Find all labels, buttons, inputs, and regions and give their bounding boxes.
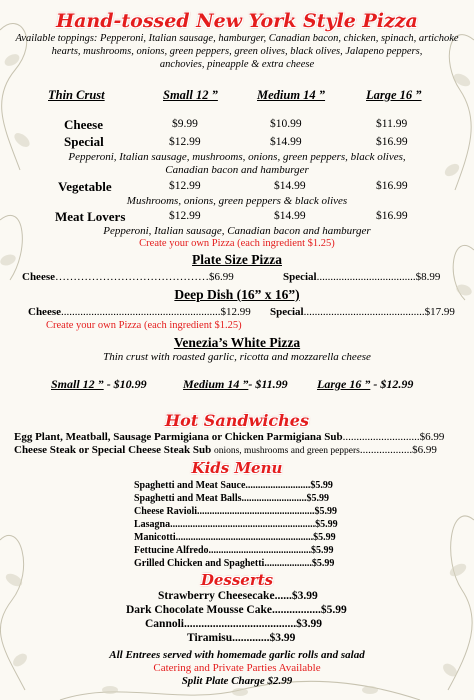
kids-item-name: Grilled Chicken and Spaghetti xyxy=(134,558,265,569)
split-plate-charge: Split Plate Charge $2.99 xyxy=(181,675,293,687)
menu-title: Hand-tossed New York Style Pizza xyxy=(56,10,418,32)
dessert-item xyxy=(187,632,295,644)
venezia-medium xyxy=(183,377,288,392)
plate-cheese-price: $6.99 xyxy=(209,271,234,283)
leader-dots: ............................................... xyxy=(197,506,315,517)
leader-dots: ............................................ xyxy=(303,306,425,318)
kids-item-name: Manicotti xyxy=(134,532,176,543)
toppings-line-3: anchovies, pineapple & extra cheese xyxy=(159,59,315,70)
thin-crust-header: Thin Crust xyxy=(48,88,105,102)
dessert-price: $3.99 xyxy=(269,632,296,644)
sandwich-name: Cheese Steak or Special Cheese Steak Sub xyxy=(14,444,212,456)
sandwich-name: Egg Plant, Meatball, Sausage Parmigiana or Chicken Parmigiana Sub xyxy=(14,431,343,443)
pizza-price-small: $12.99 xyxy=(169,210,201,222)
dessert-price: $3.99 xyxy=(296,618,322,630)
small-size-header: Small 12 ” xyxy=(163,88,218,102)
desserts-title: Desserts xyxy=(200,571,274,589)
dessert-item xyxy=(145,618,322,630)
plate-special-price: $8.99 xyxy=(415,271,441,283)
hot-sandwiches-title: Hot Sandwiches xyxy=(165,411,309,430)
size-price: - $10.99 xyxy=(106,377,147,391)
sandwich-line xyxy=(14,444,437,456)
kids-item-price: $5.99 xyxy=(311,558,335,569)
pizza-price-large: $16.99 xyxy=(376,210,408,222)
pizza-description: Canadian bacon and hamburger xyxy=(165,164,309,176)
deep-cheese-price: $12.99 xyxy=(220,306,251,318)
leader-dots: .......................... xyxy=(245,480,311,491)
entrees-note: All Entrees served with homemade garlic rolls and salad xyxy=(109,649,365,661)
plate-cheese-line xyxy=(22,271,234,283)
plate-special-line xyxy=(283,271,440,283)
pizza-price-medium: $14.99 xyxy=(270,136,302,148)
kids-item-price: $5.99 xyxy=(313,532,336,543)
kids-item-name: Lasagna xyxy=(134,519,171,530)
size-label: Small 12 ” xyxy=(51,377,104,391)
kids-item xyxy=(134,532,336,543)
dessert-price: $3.99 xyxy=(291,590,318,602)
size-price: - $12.99 xyxy=(373,377,414,391)
kids-item xyxy=(134,506,337,517)
plate-cheese-label: Cheese xyxy=(22,271,55,283)
dessert-name: Strawberry Cheesecake xyxy=(158,590,275,602)
sandwich-price: $6.99 xyxy=(419,431,445,443)
kids-item xyxy=(134,558,334,569)
kids-item xyxy=(134,519,338,530)
kids-item-name: Cheese Ravioli xyxy=(134,506,198,517)
leader-dots: ....................................... xyxy=(184,618,297,630)
dessert-price: $5.99 xyxy=(320,604,347,616)
medium-size-header: Medium 14 ” xyxy=(257,88,326,102)
kids-item-price: $5.99 xyxy=(310,480,333,491)
sandwich-price: $6.99 xyxy=(412,444,437,456)
deep-dish-title: Deep Dish (16” x 16”) xyxy=(174,287,300,302)
kids-item-name: Spaghetti and Meat Sauce xyxy=(134,480,246,491)
sandwich-extra: onions, mushrooms and green peppers xyxy=(213,446,360,456)
kids-item-name: Spaghetti and Meat Balls xyxy=(134,493,242,504)
leader-dots: .................................... xyxy=(316,271,416,283)
kids-item xyxy=(134,545,334,556)
leader-dots: ............. xyxy=(232,632,270,644)
pizza-name: Special xyxy=(64,134,104,149)
venezia-small xyxy=(51,377,147,392)
leader-dots: ................. xyxy=(271,604,321,616)
leader-dots: .......................................................... xyxy=(61,306,221,318)
large-size-header: Large 16 ” xyxy=(366,88,422,102)
leader-dots: ................... xyxy=(359,444,413,456)
pizza-name: Cheese xyxy=(64,117,103,132)
pizza-description: Mushrooms, onions, green peppers & black olives xyxy=(126,195,348,207)
deep-special-label: Special xyxy=(270,306,304,318)
pizza-price-large: $16.99 xyxy=(376,180,408,192)
leader-dots: .......................................................... xyxy=(170,519,316,530)
size-label: Large 16 ” xyxy=(317,377,371,391)
deep-special-line xyxy=(270,306,455,318)
plate-size-title: Plate Size Pizza xyxy=(192,252,282,267)
size-price: - $11.99 xyxy=(248,377,288,391)
pizza-description: Pepperoni, Italian sausage, mushrooms, onions, green peppers, black olives, xyxy=(68,151,406,163)
pizza-price-medium: $14.99 xyxy=(274,180,306,192)
dessert-item xyxy=(158,590,318,602)
kids-item-name: Fettucine Alfredo xyxy=(134,545,209,556)
leader-dots: ....................................................... xyxy=(175,532,314,543)
create-your-own-note: Create your own Pizza (each ingredient $1.25) xyxy=(46,320,242,331)
pizza-description: Pepperoni, Italian sausage, Canadian bacon and hamburger xyxy=(103,225,371,237)
pizza-price-small: $9.99 xyxy=(172,118,198,130)
kids-item xyxy=(134,480,333,491)
pizza-name: Vegetable xyxy=(58,179,112,194)
leader-dots: ...... xyxy=(274,590,292,602)
leader-dots: ................... xyxy=(264,558,312,569)
leader-dots: ............................ xyxy=(342,431,420,443)
deep-cheese-line xyxy=(28,306,251,318)
pizza-price-small: $12.99 xyxy=(169,136,201,148)
kids-item-price: $5.99 xyxy=(306,493,330,504)
pizza-price-medium: $14.99 xyxy=(274,210,306,222)
sandwich-line xyxy=(14,431,444,443)
pizza-price-large: $11.99 xyxy=(376,118,408,130)
kids-menu-title: Kids Menu xyxy=(191,459,283,477)
toppings-line-2: hearts, mushrooms, onions, green peppers, green olives, black olives, Jalapeno peppers, xyxy=(51,46,423,57)
kids-item-price: $5.99 xyxy=(311,545,334,556)
kids-item-price: $5.99 xyxy=(315,519,338,530)
create-your-own-note: Create your own Pizza (each ingredient $1.25) xyxy=(139,238,335,249)
toppings-line-1: Available toppings: Pepperoni, Italian sausage, hamburger, Canadian bacon, chicken, spinach, artichoke xyxy=(15,33,459,44)
venezia-title: Venezia’s White Pizza xyxy=(173,335,301,350)
size-label: Medium 14 ” xyxy=(183,377,249,391)
dessert-item xyxy=(126,604,347,616)
kids-item-price: $5.99 xyxy=(314,506,338,517)
deep-cheese-label: Cheese xyxy=(28,306,61,318)
leader-dots: …………………………………… xyxy=(55,271,209,283)
catering-note: Catering and Private Parties Available xyxy=(153,662,321,674)
leader-dots: ......................................... xyxy=(208,545,312,556)
pizza-price-medium: $10.99 xyxy=(270,118,302,130)
deep-special-price: $17.99 xyxy=(424,306,455,318)
venezia-large xyxy=(317,377,413,392)
leader-dots: .......................... xyxy=(241,493,307,504)
dessert-name: Tiramisu xyxy=(187,632,233,644)
plate-special-label: Special xyxy=(283,271,317,283)
dessert-name: Cannoli xyxy=(145,618,184,630)
dessert-name: Dark Chocolate Mousse Cake xyxy=(126,604,272,616)
venezia-description: Thin crust with roasted garlic, ricotta and mozzarella cheese xyxy=(103,351,371,363)
pizza-price-small: $12.99 xyxy=(169,180,201,192)
kids-item xyxy=(134,493,329,504)
pizza-price-large: $16.99 xyxy=(376,136,408,148)
pizza-name: Meat Lovers xyxy=(55,209,126,224)
